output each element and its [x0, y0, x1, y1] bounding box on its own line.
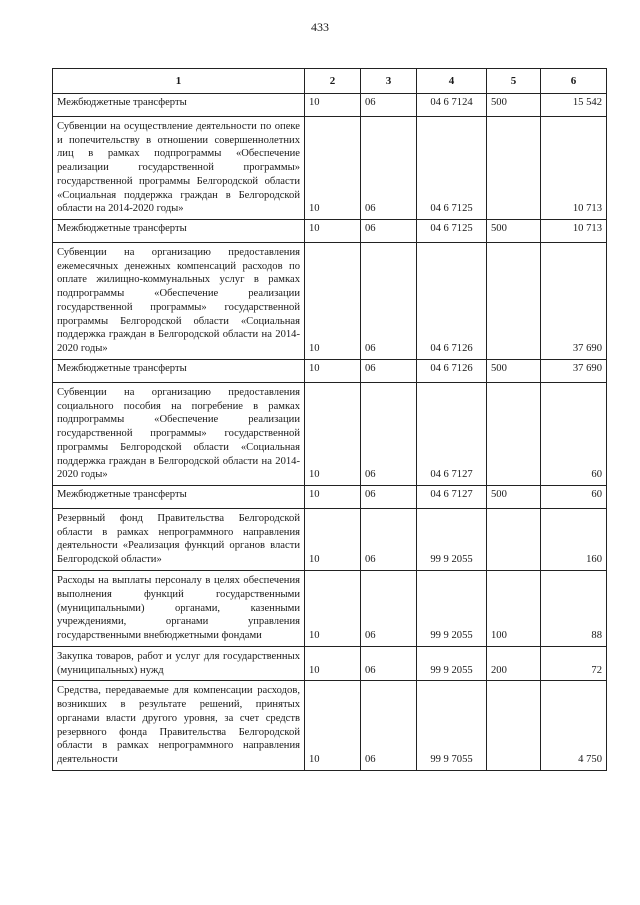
table-row: [53, 681, 607, 771]
target-article-code: 04 6 7126: [417, 242, 487, 359]
section-code: 10: [305, 508, 361, 570]
table-row: [53, 508, 607, 570]
row-name: Расходы на выплаты персоналу в целях обеспечения выполнения функций государственными (муниципальными) органами, казенными учреждениями, органами управления государственными внебюджетными фондами: [53, 570, 305, 646]
amount: 88: [541, 570, 607, 646]
budget-table: [52, 68, 607, 771]
expense-type-code: [487, 681, 541, 771]
row-name: Резервный фонд Правительства Белгородской области в рамках непрограммного направления деятельности «Реализация функций органов власти Белгородской области»: [53, 508, 305, 570]
section-code: 10: [305, 360, 361, 383]
subsection-code: 06: [361, 382, 417, 485]
target-article-code: 04 6 7125: [417, 116, 487, 219]
section-code: 10: [305, 382, 361, 485]
amount: 60: [541, 382, 607, 485]
amount: 37 690: [541, 242, 607, 359]
page-number: 433: [311, 20, 329, 34]
amount: 37 690: [541, 360, 607, 383]
expense-type-code: [487, 508, 541, 570]
table-row: [53, 486, 607, 509]
target-article-code: 04 6 7125: [417, 220, 487, 243]
row-name: Средства, передаваемые для компенсации расходов, возникших в результате решений, принятых органами власти другого уровня, за счет средств резервного фонда Правительства Белгородской области в рамках непрограммного направления деятельности: [53, 681, 305, 771]
subsection-code: 06: [361, 486, 417, 509]
amount: 60: [541, 486, 607, 509]
expense-type-code: [487, 116, 541, 219]
table-row: [53, 116, 607, 219]
section-code: 10: [305, 570, 361, 646]
amount: 10 713: [541, 220, 607, 243]
subsection-code: 06: [361, 508, 417, 570]
target-article-code: 04 6 7127: [417, 382, 487, 485]
target-article-code: 04 6 7127: [417, 486, 487, 509]
row-name: Межбюджетные трансферты: [53, 220, 305, 243]
amount: 15 542: [541, 94, 607, 117]
subsection-code: 06: [361, 681, 417, 771]
amount: 10 713: [541, 116, 607, 219]
expense-type-code: [487, 242, 541, 359]
amount: 160: [541, 508, 607, 570]
subsection-code: 06: [361, 94, 417, 117]
table-row: [53, 242, 607, 359]
amount: 72: [541, 646, 607, 681]
row-name: Закупка товаров, работ и услуг для государственных (муниципальных) нужд: [53, 646, 305, 681]
subsection-code: 06: [361, 116, 417, 219]
row-name: Межбюджетные трансферты: [53, 360, 305, 383]
target-article-code: 04 6 7126: [417, 360, 487, 383]
section-code: 10: [305, 486, 361, 509]
section-code: 10: [305, 220, 361, 243]
expense-type-code: 500: [487, 220, 541, 243]
section-code: 10: [305, 646, 361, 681]
subsection-code: 06: [361, 646, 417, 681]
expense-type-code: 500: [487, 360, 541, 383]
column-header: 6: [541, 69, 607, 94]
section-code: 10: [305, 94, 361, 117]
expense-type-code: 200: [487, 646, 541, 681]
table-row: [53, 220, 607, 243]
expense-type-code: [487, 382, 541, 485]
column-header: 4: [417, 69, 487, 94]
row-name: Субвенции на организацию предоставления ежемесячных денежных компенсаций расходов по оплате жилищно-коммунальных услуг в рамках подпрограммы «Обеспечение реализации государственной программы» государственной программы Белгородской области «Социальная поддержка граждан в Белгородской области на 2014-2020 годы»: [53, 242, 305, 359]
table-row: [53, 360, 607, 383]
table-row: [53, 94, 607, 117]
subsection-code: 06: [361, 242, 417, 359]
section-code: 10: [305, 242, 361, 359]
target-article-code: 99 9 2055: [417, 508, 487, 570]
column-header: 5: [487, 69, 541, 94]
target-article-code: 99 9 2055: [417, 570, 487, 646]
target-article-code: 99 9 2055: [417, 646, 487, 681]
row-name: Субвенции на осуществление деятельности по опеке и попечительству в отношении совершеннолетних лиц в рамках подпрограммы «Обеспечение реализации государственной программы» государственной программы Белгородской области «Социальная поддержка граждан в Белгородской области на 2014-2020 годы»: [53, 116, 305, 219]
subsection-code: 06: [361, 220, 417, 243]
expense-type-code: 100: [487, 570, 541, 646]
column-header: 3: [361, 69, 417, 94]
row-name: Межбюджетные трансферты: [53, 94, 305, 117]
row-name: Субвенции на организацию предоставления социального пособия на погребение в рамках подпрограммы «Обеспечение реализации государственной программы» государственной программы Белгородской области «Социальная поддержка граждан в Белгородской области на 2014-2020 годы»: [53, 382, 305, 485]
expense-type-code: 500: [487, 486, 541, 509]
expense-type-code: 500: [487, 94, 541, 117]
row-name: Межбюджетные трансферты: [53, 486, 305, 509]
subsection-code: 06: [361, 360, 417, 383]
amount: 4 750: [541, 681, 607, 771]
subsection-code: 06: [361, 570, 417, 646]
section-code: 10: [305, 116, 361, 219]
column-header: 2: [305, 69, 361, 94]
column-header: 1: [53, 69, 305, 94]
target-article-code: 99 9 7055: [417, 681, 487, 771]
table-row: [53, 646, 607, 681]
section-code: 10: [305, 681, 361, 771]
target-article-code: 04 6 7124: [417, 94, 487, 117]
table-row: [53, 382, 607, 485]
table-row: [53, 570, 607, 646]
table-header-row: [53, 69, 607, 94]
